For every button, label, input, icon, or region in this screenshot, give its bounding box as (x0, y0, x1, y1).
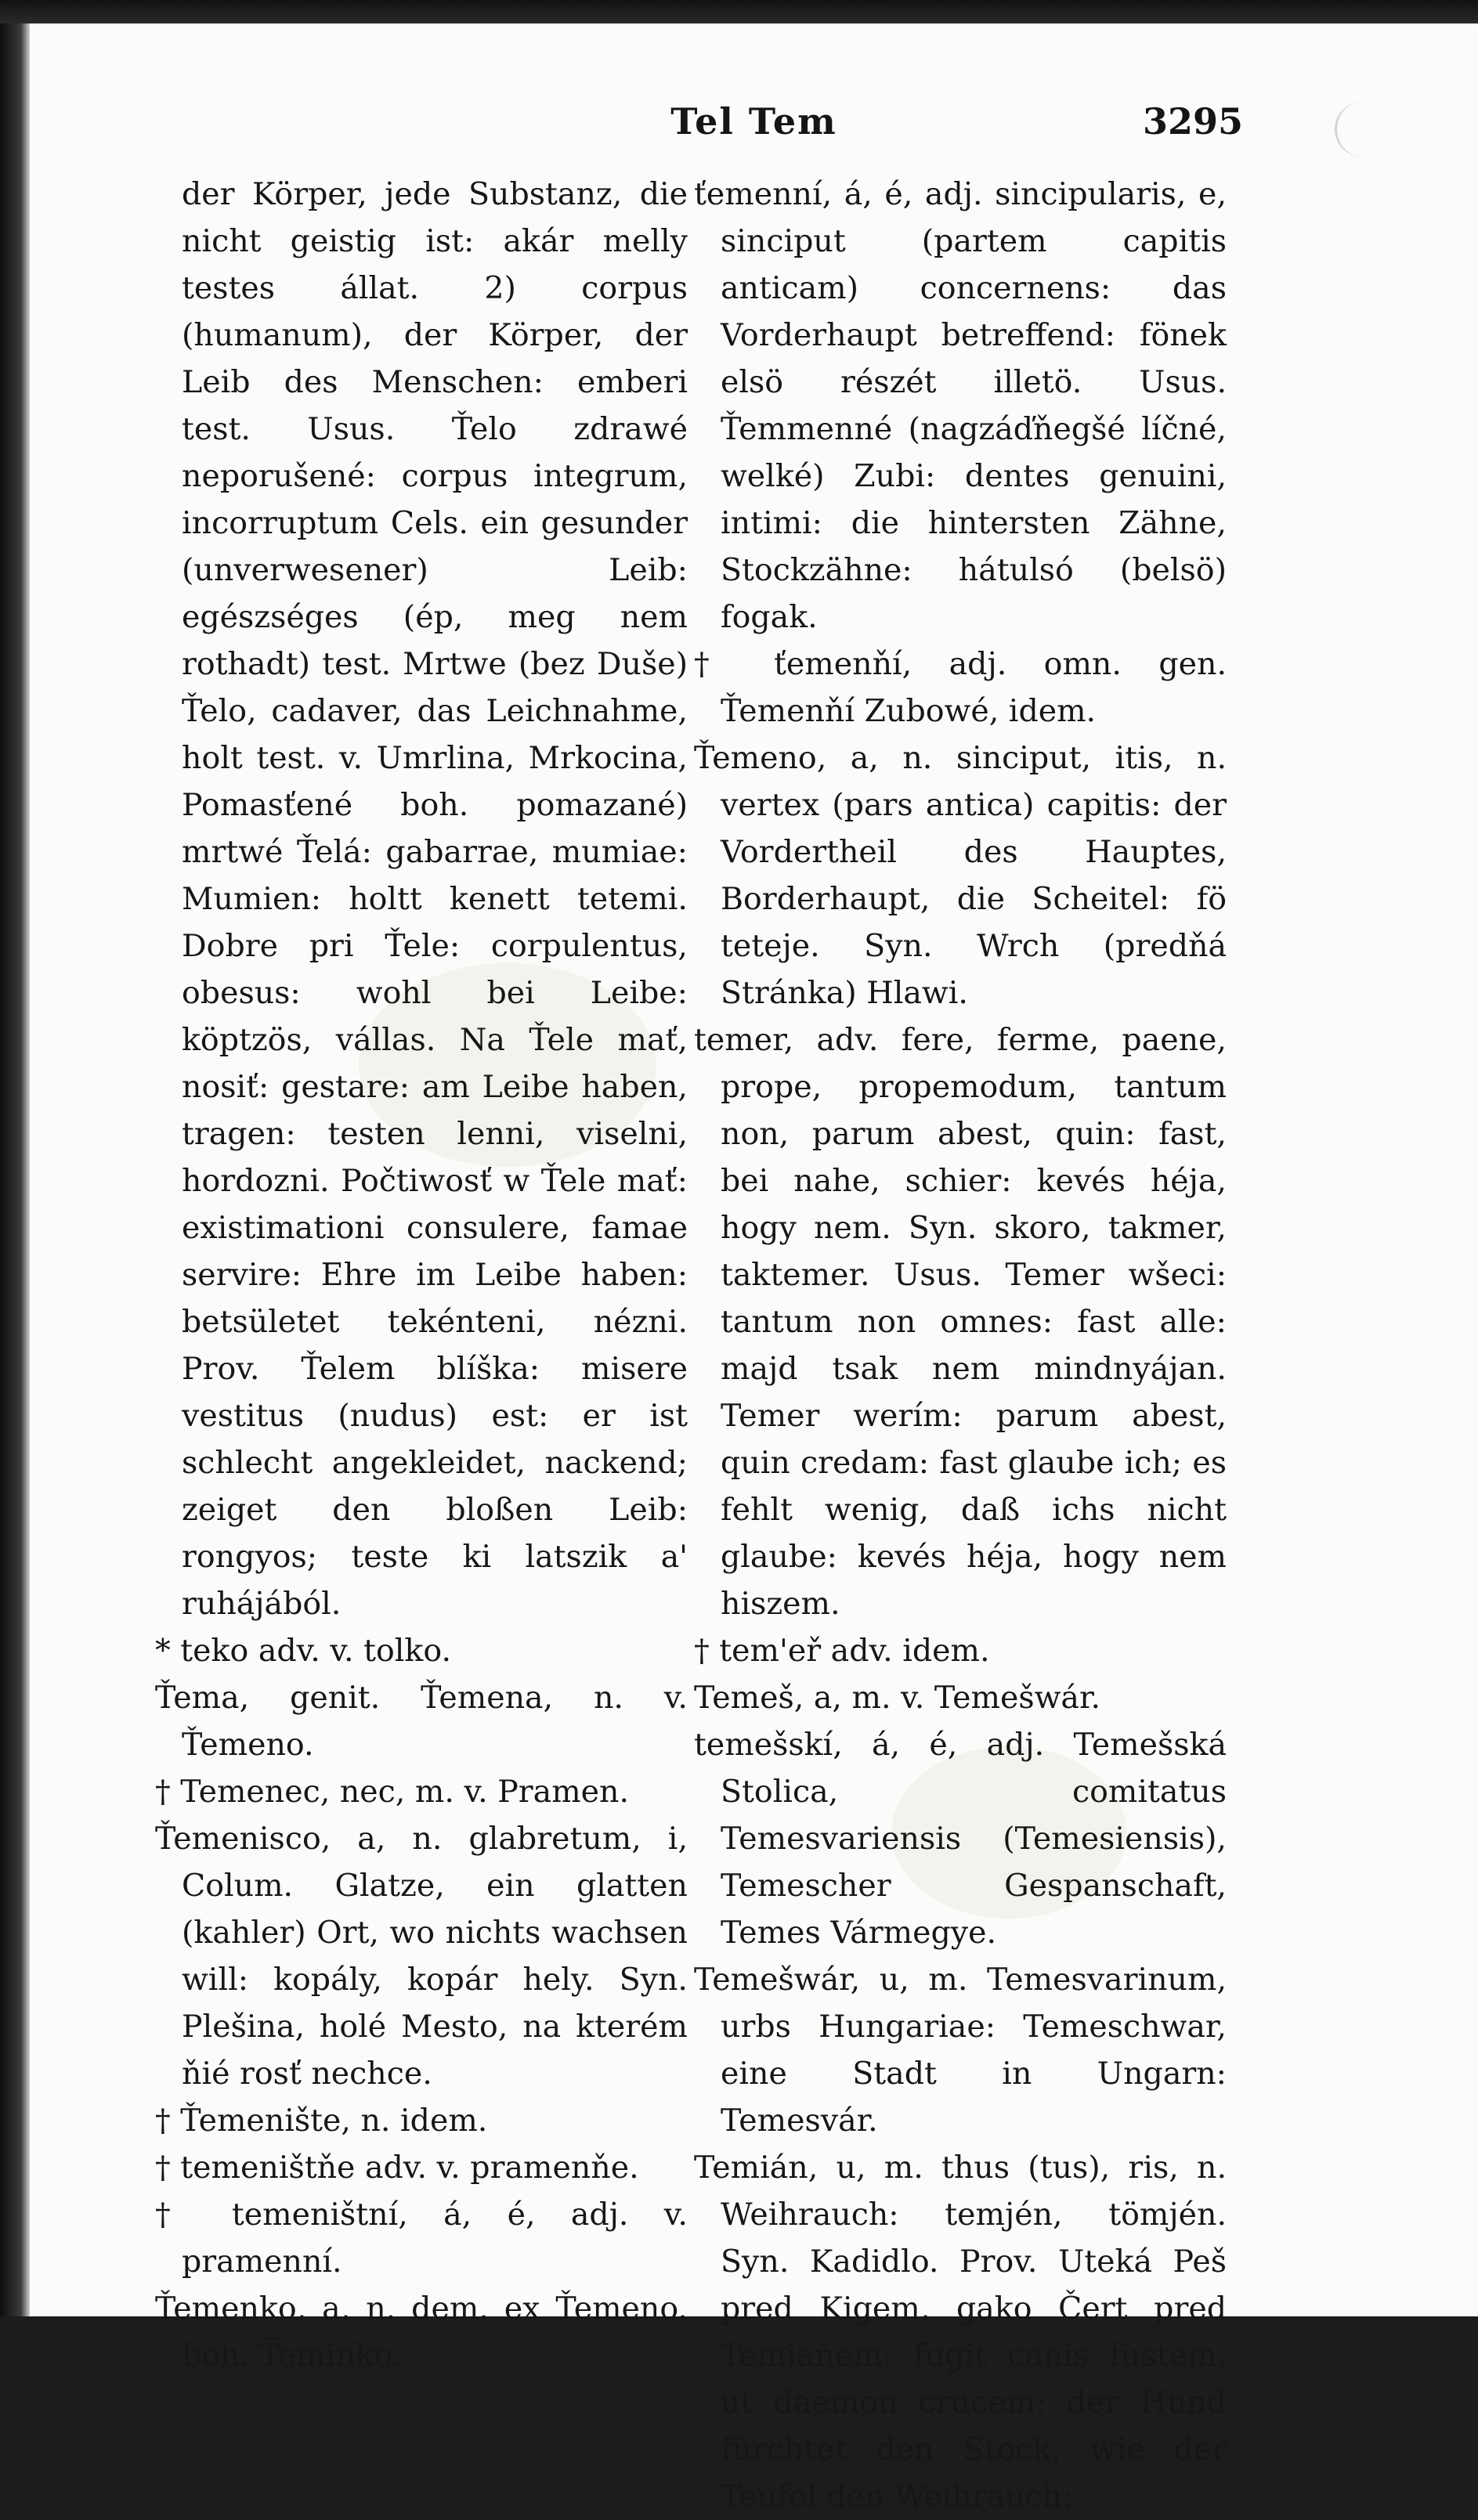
running-head: Tel Tem (670, 100, 837, 143)
right-column (694, 171, 1227, 2520)
dictionary-entry: † temeništňe adv. v. pramenňe. (155, 2150, 639, 2186)
dictionary-entry: der Körper, jede Substanz, die nicht geistig ist: akár melly testes állat. 2) corpus (humanum), der Körper, der Leib des Menschen: emberi test. Usus. Ťelo zdrawé neporušené: corpus integrum, incorruptum Cels. ein gesunder (unverwesener) Leib: egészséges (ép, meg nem rothadt) test. Mrtwe (bez Duše) Ťelo, cadaver, das Leichnahme, holt test. v. Umrlina, Mrkocina, Pomasťené boh. pomazané) mrtwé Ťelá: gabarrae, mumiae: Mumien: holtt kenett tetemi. Dobre pri Ťele: corpulentus, obesus: wohl bei Leibe: köptzös, vállas. Na Ťele mať, nosiť: gestare: am Leibe haben, tragen: testen lenni, viselni, hordozni. Počtiwosť w Ťele mať: existimationi consulere, famae servire: Ehre im Leibe haben: betsületet tekénteni, nézni. Prov. Ťelem blíška: misere vestitus (nudus) est: er ist schlecht angekleidet, nackend; zeiget den bloßen Leib: rongyos; teste ki latszik a' ruhájából. (182, 176, 688, 1622)
dictionary-entry: temešskí, á, é, adj. Temešská Stolica, comitatus Temesvariensis (Temesiensis), Temescher Gespanschaft, Temes Vármegye. (694, 1727, 1227, 1951)
book-spine-shadow (0, 23, 30, 2316)
dictionary-entry: † Temenec, nec, m. v. Pramen. (155, 1774, 630, 1810)
margin-mark (1335, 102, 1384, 157)
scan-top-border (0, 0, 1478, 23)
dictionary-entry: Temián, u, m. thus (tus), ris, n. Weihrauch: temjén, tömjén. Syn. Kadidlo. Prov. Uteká Peš pred Kigem, gako Čert pred Temiáňem: fugit canis fustem, ut daemon crucem: der Hund fürchtet den Stock, wie der Teufel den Weihrauch: (694, 2150, 1227, 2515)
left-column (155, 171, 688, 2379)
dictionary-entry: Temeš, a, m. v. Temešwár. (694, 1680, 1101, 1716)
dictionary-entry: Ťemenko, a, n. dem. ex Ťemeno. boh. Ťeminko. (155, 2291, 688, 2374)
dictionary-entry: † tem'eř adv. idem. (694, 1633, 990, 1669)
dictionary-entry: † ťemenňí, adj. omn. gen. Ťemenňí Zubowé, idem. (694, 646, 1227, 729)
dictionary-entry: Ťemeno, a, n. sinciput, itis, n. vertex (pars antica) capitis: der Vordertheil des Hauptes, Borderhaupt, die Scheitel: fö teteje. Syn. Wrch (predňá Stránka) Hlawi. (694, 740, 1227, 1011)
dictionary-entry: Temešwár, u, m. Temesvarinum, urbs Hungariae: Temeschwar, eine Stadt in Ungarn: Temesvár. (694, 1962, 1227, 2139)
dictionary-entry: † Ťemenište, n. idem. (155, 2103, 488, 2139)
page-header (30, 78, 1478, 141)
dictionary-entry: Ťema, genit. Ťemena, n. v. Ťemeno. (155, 1680, 688, 1763)
dictionary-entry: Ťemenisco, a, n. glabretum, i, Colum. Glatze, ein glatten (kahler) Ort, wo nichts wachsen will: kopály, kopár hely. Syn. Plešina, holé Mesto, na kterém ňié rosť nechce. (155, 1821, 688, 2092)
page-number: 3295 (1142, 100, 1243, 143)
dictionary-entry: * teko adv. v. tolko. (155, 1633, 452, 1669)
dictionary-page (30, 23, 1478, 2515)
dictionary-entry: temer, adv. fere, ferme, paene, prope, propemodum, tantum non, parum abest, quin: fast, bei nahe, schier: kevés héja, hogy nem. Syn. skoro, takmer, taktemer. Usus. Temer wšeci: tantum non omnes: fast alle: majd tsak nem mindnyájan. Temer werím: parum abest, quin credam: fast glaube ich; es fehlt wenig, daß ichs nicht glaube: kevés héja, hogy nem hiszem. (694, 1022, 1227, 1622)
dictionary-entry: ťemenní, á, é, adj. sincipularis, e, sinciput (partem capitis anticam) concernens: das Vorderhaupt betreffend: fönek elsö részét illetö. Usus. Ťemmenné (nagzáďňegšé líčné, welké) Zubi: dentes genuini, intimi: die hintersten Zähne, Stockzähne: hátulsó (belsö) fogak. (694, 176, 1227, 635)
dictionary-entry: † temeništní, á, é, adj. v. pramenní. (155, 2197, 688, 2280)
